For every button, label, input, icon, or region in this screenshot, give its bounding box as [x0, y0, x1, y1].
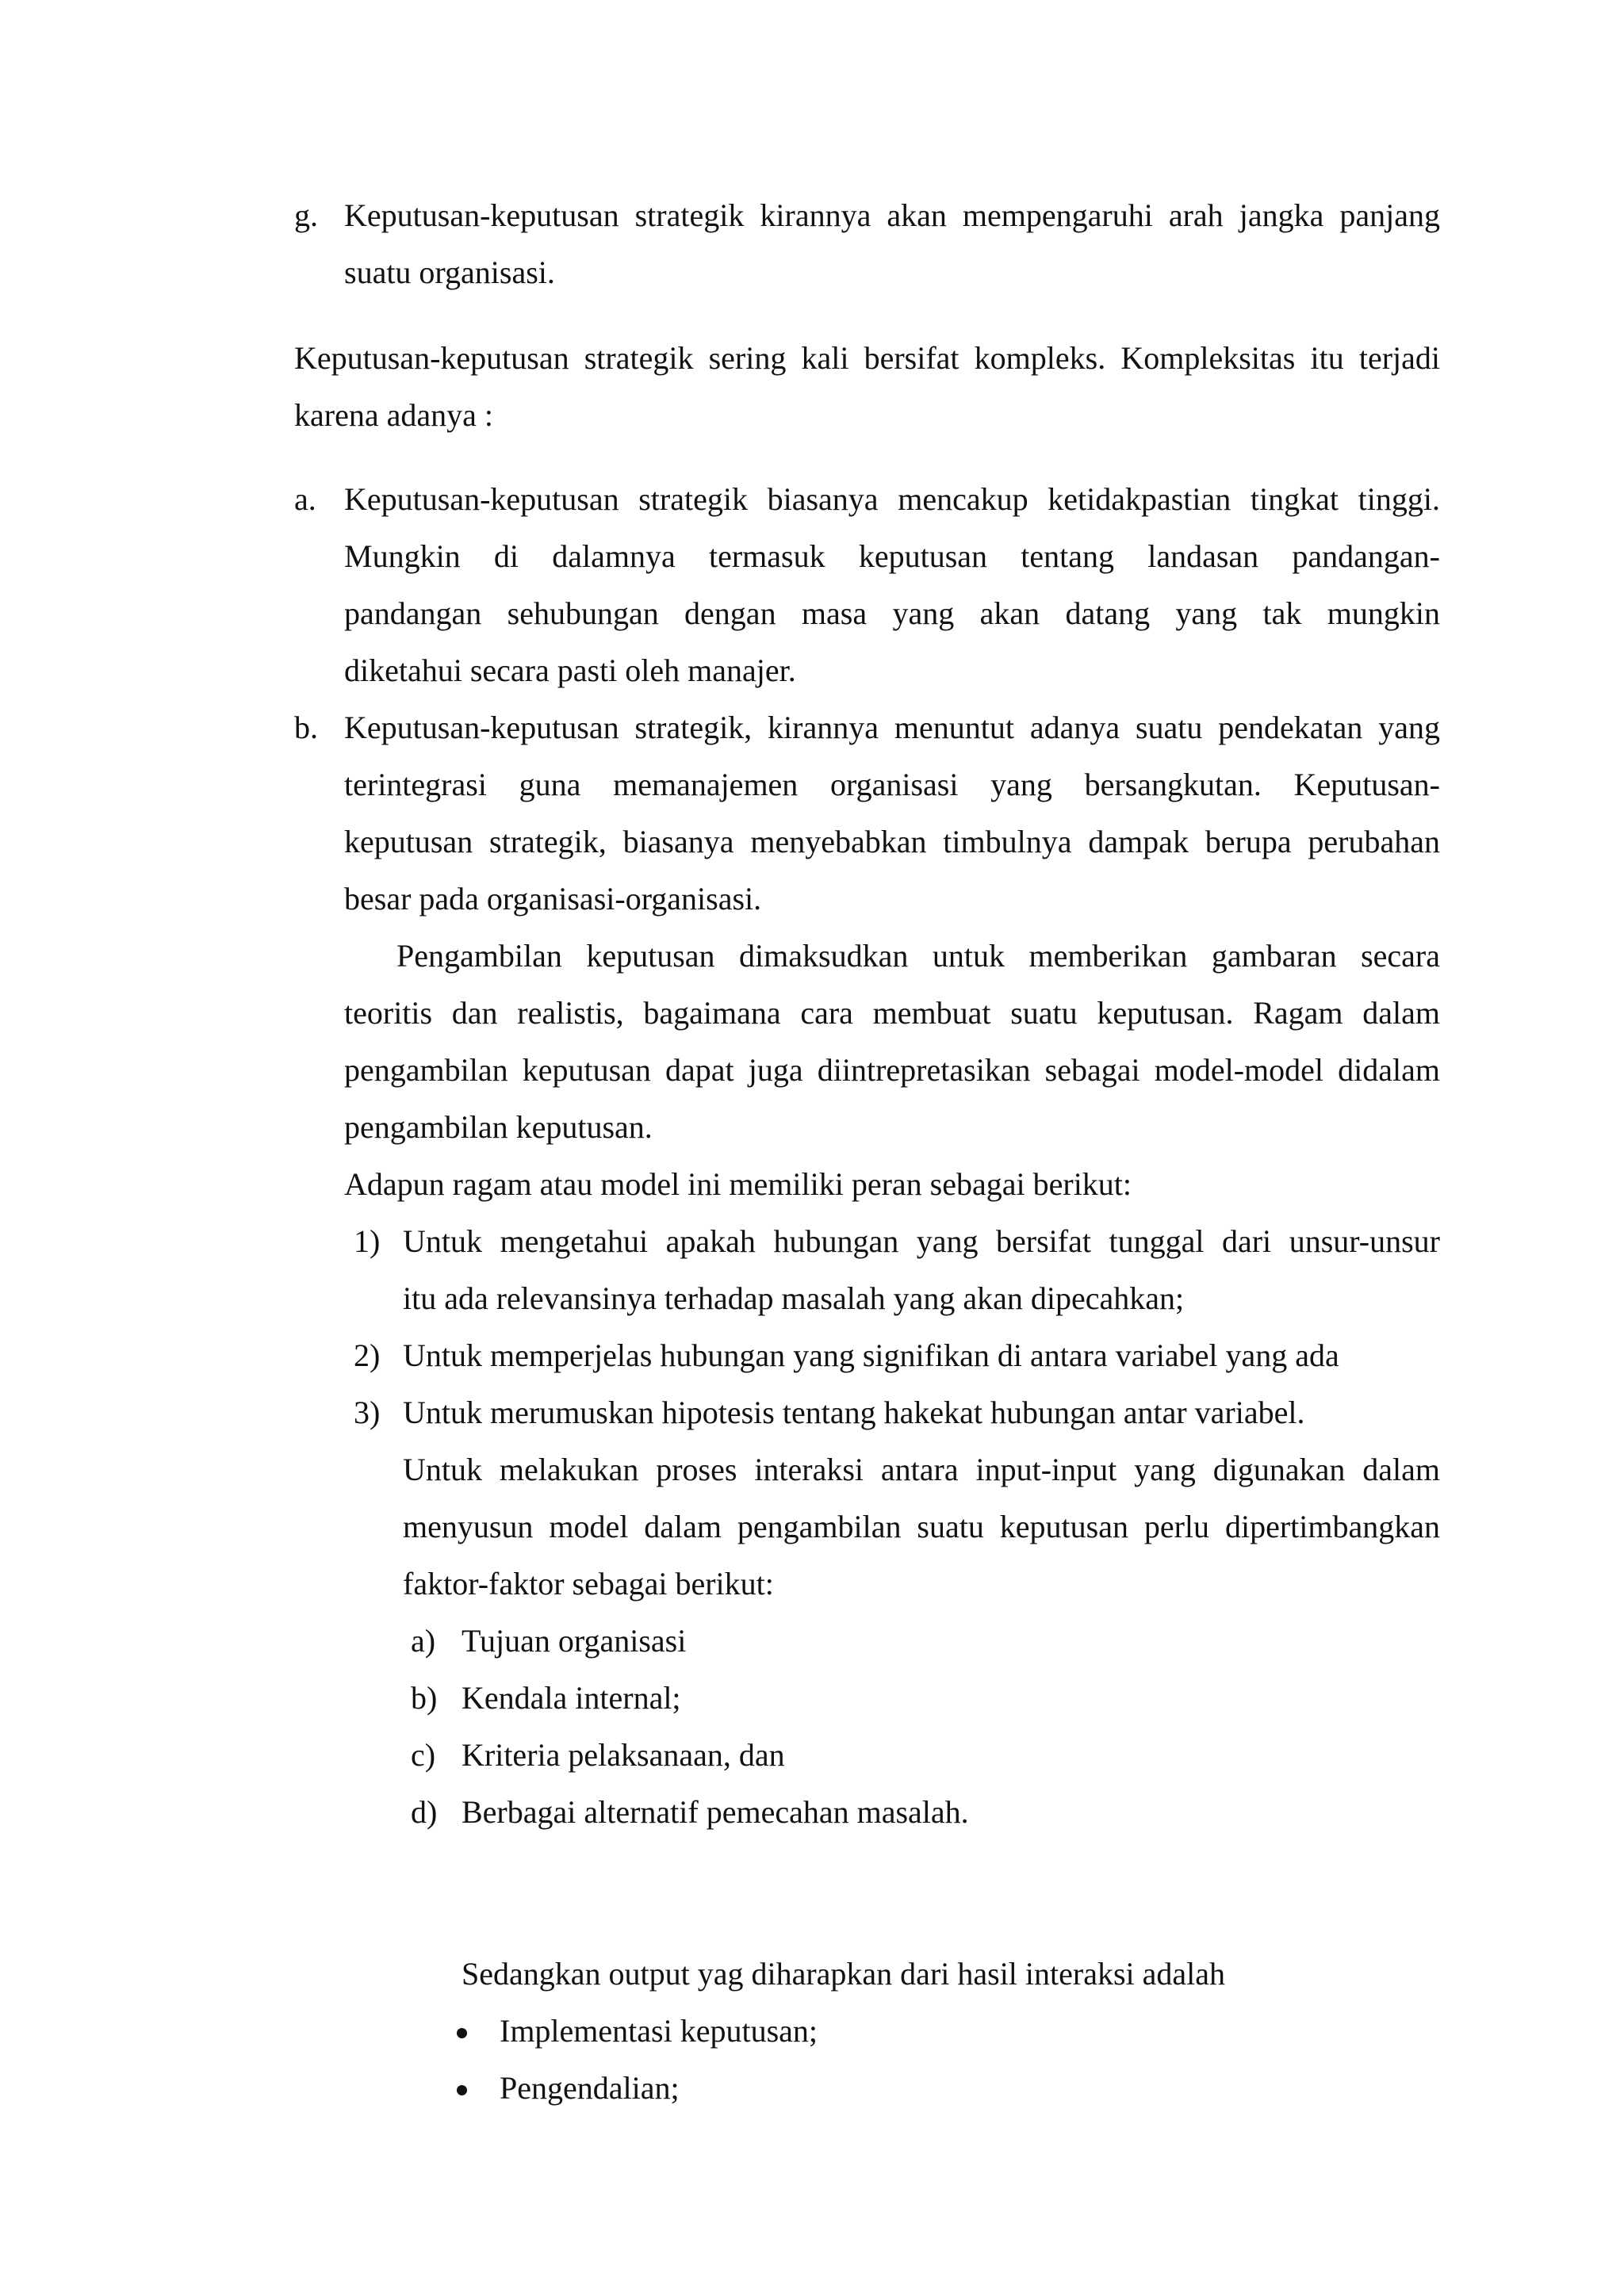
list-item-line: Tujuan organisasi [462, 1623, 687, 1659]
paragraph-line: diketahui secara pasti oleh manajer. [344, 652, 796, 688]
paragraph-line: Keputusan-keputusan strategik, kirannya menuntut adanya suatu pendekatan yang [344, 710, 1440, 745]
paragraph-line: karena adanya : [294, 397, 493, 433]
list-item-line: Untuk memperjelas hubungan yang signifikan di antara variabel yang ada [403, 1337, 1339, 1373]
list-item-line: Pengendalian; [500, 2070, 680, 2106]
paragraph-line: pengambilan keputusan. [344, 1109, 653, 1145]
paragraph-line: faktor-faktor sebagai berikut: [403, 1566, 774, 1601]
list-marker-b-paren: b) [411, 1680, 438, 1716]
list-item-line: Kriteria pelaksanaan, dan [462, 1737, 785, 1773]
list-marker-g: g. [294, 197, 318, 233]
bullet-icon [457, 2085, 467, 2095]
paragraph-line: Mungkin di dalamnya termasuk keputusan tentang landasan pandangan- [344, 538, 1440, 574]
list-marker-d-paren: d) [411, 1794, 438, 1830]
list-marker-a-paren: a) [411, 1623, 436, 1659]
paragraph-line: Keputusan-keputusan strategik sering kali bersifat kompleks. Kompleksitas itu terjadi [294, 340, 1440, 376]
list-item-line: itu ada relevansinya terhadap masalah yang akan dipecahkan; [403, 1280, 1185, 1316]
paragraph-line: menyusun model dalam pengambilan suatu keputusan perlu dipertimbangkan [403, 1509, 1440, 1544]
paragraph-line: Pengambilan keputusan dimaksudkan untuk memberikan gambaran secara [396, 938, 1440, 974]
paragraph-line: Keputusan-keputusan strategik kirannya akan mempengaruhi arah jangka panjang [344, 197, 1440, 233]
list-item-line: Implementasi keputusan; [500, 2013, 818, 2049]
list-marker-c-paren: c) [411, 1737, 436, 1773]
list-marker-1: 1) [354, 1223, 381, 1259]
list-marker-3: 3) [354, 1395, 381, 1430]
paragraph-line: teoritis dan realistis, bagaimana cara membuat suatu keputusan. Ragam dalam [344, 995, 1440, 1031]
paragraph-line: Sedangkan output yag diharapkan dari hasil interaksi adalah [462, 1956, 1226, 1992]
paragraph-line: keputusan strategik, biasanya menyebabkan timbulnya dampak berupa perubahan [344, 824, 1440, 859]
list-item-line: Berbagai alternatif pemecahan masalah. [462, 1794, 969, 1830]
paragraph-line: Keputusan-keputusan strategik biasanya mencakup ketidakpastian tingkat tinggi. [344, 481, 1440, 517]
list-item-line: Untuk merumuskan hipotesis tentang hakekat hubungan antar variabel. [403, 1395, 1305, 1430]
paragraph-line: pandangan sehubungan dengan masa yang akan datang yang tak mungkin [344, 595, 1440, 631]
paragraph-line: pengambilan keputusan dapat juga diintrepretasikan sebagai model-model didalam [344, 1052, 1440, 1088]
list-marker-b: b. [294, 710, 318, 745]
list-marker-2: 2) [354, 1337, 381, 1373]
paragraph-line: Untuk melakukan proses interaksi antara input-input yang digunakan dalam [403, 1452, 1440, 1487]
paragraph-line: besar pada organisasi-organisasi. [344, 881, 762, 916]
paragraph-line: Adapun ragam atau model ini memiliki peran sebagai berikut: [344, 1166, 1132, 1202]
paragraph-line: terintegrasi guna memanajemen organisasi yang bersangkutan. Keputusan- [344, 767, 1440, 802]
bullet-icon [457, 2028, 467, 2038]
list-item-line: Untuk mengetahui apakah hubungan yang bersifat tunggal dari unsur-unsur [403, 1223, 1440, 1259]
list-item-line: Kendala internal; [462, 1680, 681, 1716]
list-marker-a: a. [294, 481, 316, 517]
paragraph-line: suatu organisasi. [344, 254, 555, 290]
